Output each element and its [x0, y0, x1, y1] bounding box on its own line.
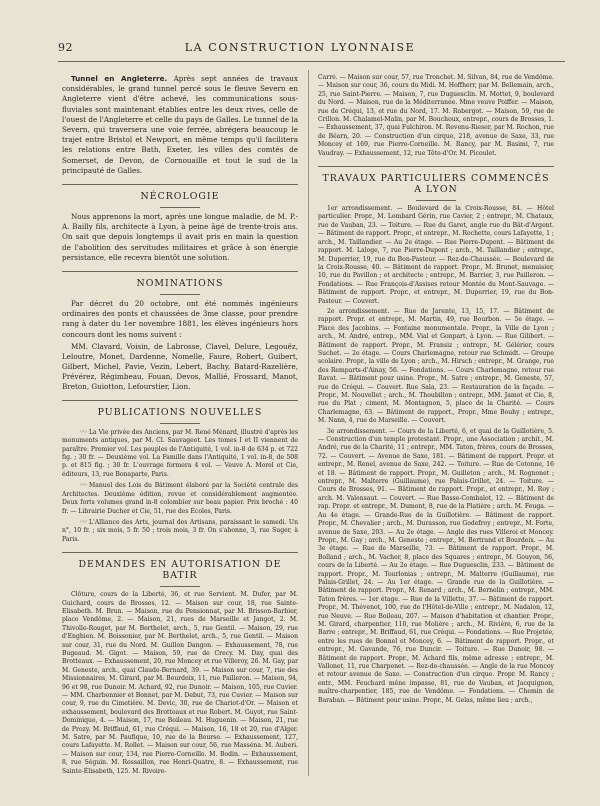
section-dash	[160, 207, 200, 208]
section-rule	[62, 400, 298, 402]
section-rule	[62, 552, 298, 554]
publications-title: PUBLICATIONS NOUVELLES	[97, 406, 263, 418]
publications-list	[62, 428, 298, 544]
section-rule	[318, 166, 554, 168]
demandes-continued: Carré. — Maison sur cour, 57, rue Tronchet. M. Silvan, 84, rue de Vendôme. — Maison sur cour, 36, cours du Midi. M. Hoffherr, par M. Bellemain, arch., 25, rue Saint-Pierre. — Maison, 7, rue Duguesclin. M. Mottet, 9, boulevard du Nord. — Maison, rue de la Méditerranée. Mme veuve Poiffer. — Maison, rue de Créqui, 13, et rue du Nord, 17. M. Robergot. — Maison, 59, rue de Crillon. M. Chalamel-Malin, par M. Bouchoux, entrepr., cours de Brosses, 1. — Exhaussement, 37, quai Fulchiron. M. Revenu-Rieser, par M. Rochon, rue de Béarn, 20. — Construction d'un cirque, 218, avenue de Saxe, 33, rue Moncey et 169, rue Pierre-Corneille. M. Rancy, par M. Basimi, 7, rue Vaudray. — Exhaussement, 12, rue Tête-d'Or. M. Picoulet.	[318, 74, 554, 157]
section-rule	[62, 271, 298, 273]
section-dash	[160, 294, 200, 295]
travaux-list	[318, 205, 554, 705]
publication-item: 〰 L'Alliance des Arts, journal des Artisans, paraissant le samedi. Un n°, 10 fr. ; six mois, 5 fr. 50 ; trois mois, 3 fr. On s'abonne, 3, rue Suger, à Paris.	[62, 517, 298, 543]
tunnel-text: Après sept années de travaux considérables, le grand tunnel percé sous le fleuve Severn en Angleterre vient d'être achevé, les communications sous-fluviales sont maintenant établies entre les deux rives, celle de l'ouest de l'Angleterre et celle du pays de Galles. Le tunnel de la Severn, qui traversera une voie ferrée, abrégera beaucoup le trajet entre Bristol et Newport, en même temps qu'il facilitera les relations entre Bath, Exeter, les villes des comtés de Somerset, de Devon, de Cornouaille et tout le sud de la principauté de Galles.	[62, 74, 298, 175]
header-rule	[58, 61, 565, 62]
nominations-names: MM. Clavard, Voisin, de Labrosse, Clavel, Delure, Legouëz, Leloutre, Monet, Dardenne, Nomelle, Faure, Robert, Guibert, Gilbert, Michel, Pavie, Vezin, Lebert, Bachy, Batard-Razelière, Prévérez, Régimbeau, Fouan, Devos, Mallié, Frossard, Manot, Breton, Guiotton, Lefourstier, Lion.	[62, 341, 298, 391]
necrologie-title: NÉCROLOGIE	[140, 191, 220, 203]
publications-heading	[62, 400, 298, 424]
wavy-ornament-icon: 〰	[80, 481, 87, 490]
page-number: 92	[58, 41, 73, 54]
travaux-paragraph: 3e arrondissement. — Cours de la Liberté, 6, et quai de la Guillotière, 5. — Construction d'un temple protestant. Propr., une Association ; archit., M. André, rue de la Charité, 11 ; entrepr., MM. Taton, frères, cours de Brosses, 72. — Couvert. — Avenue de Saxe, 181. — Bâtiment de rapport. Propr. et entrepr., M. Renel, avenue de Saxe, 242. — Toiture. — Rue de Cotonne, 16 et 18. — Bâtiment de rapport. Propr., M. Guilleton ; arch., M. Rognonet ; entrepr., M. Malterre (Guillaume), rue Palais-Grillet, 24. — Toiture. — Cours de Brosses, 91. — Bâtiment de rapport. Propr., et entrepr., M. Roy ; arch. M. Valensaut. — Couvert. — Rue Basse-Combalot, 12. — Bâtiment de rap. Propr. et entrepr., M. Dumont, 8, rue de la Platière ; arch. M. Feuga. — Au 4e étage. — Grande-Rue de la Guillotière. — Bâtiment de rapport. Propr., M. Chevalier ; arch., M. Durasson, rue Godefroy ; entrepr., M. Forte, avenue de Saxe, 203. — Au 2e étage. — Angle des rues Villeroi et Moncey. Propr., M. Gay ; arch., M. Geneste ; entrepr., M. Bertrand et Bourdeix. — Au 3e étage. — Rue de Marseille, 73. — Bâtiment de rapport. Propr., M. Bolland ; arch., M. Vacher, 8, place des Squares ; entrepr., M. Gouyon, 56, cours de la Liberté. — Au 2e étage. — Rue Duguesclin, 233. — Bâtiment de rapport. Propr., M. Tourlonias ; entrepr., M. Malterre (Guillaume), rue Palais-Grillet, 24. — Au 1er étage. — Grande rue de la Guillotière. — Bâtiment de rapport. Propr., M. Renard ; arch., M. Bernelin ; entrepr., MM. Taton frères. — 1er étage. — Rue de la Villette, 37. — Bâtiment de rapport. Propr., M. Thévenot, 100, rue de l'Hôtel-de-Ville ; entrepr., M. Nadalon, 12, rue Neuve. — Rue Boileau, 207. — Maison d'habitation et chantier. Propr., M. Girard, charpentier, 110, rue Molière ; arch., M. Rivière, 6, rue de la Barre ; entrepr., M. Briffaud, 61, rue Créqui. — Fondations. — Rue Projetée, entre les rues de Bonnel et Moncey, 6. — Bâtiment de rapport. Propr., et entrepr., M. Gavande, 76, rue Duncir. — Toiture. — Rue Dunoir, 98. — Bâtiment de rapport. Propr., M. Achard fils, même adresse ; entrepr., M. Vallonet, 11, rue Charpenet. — Rez-de-chaussée. — Angle de la rue Moncey et retour avenue de Saxe. — Construction d'un cirque. Propr. M. Rancy ; entr., MM. Feuchard mêne impasse, 81, rue de Vauban, et Jacquignon, maître-charpentier, 185, rue de Vendôme. — Fondations. — Chemin de Baraban. — Bâtiment pour usine. Propr., M. Gelas, même lieu ; arch.,	[318, 427, 554, 704]
demandes-text: Clôture, cours de la Liberté, 36, et rue Servient. M. Dufer, par M. Guichard, cours de Brosses, 12. — Maison sur cour, 18, rue Sainte-Elisabeth. M. Brun. — Maison, rue du Pensionnat, par M. Brisson-Barbier, place Vendôme, 2. — Maison, 21, rues de Marseille et Jangot, 2. M. Thivolle-Rouget, par M. Berthelet, arch., 5, rue Gentil. — Maison, 29, rue d'Enghien. M. Boissonier, par M. Berthelet, arch., 5, rue Gentil. — Maison sur cour, 31, rue du Nord. M. Guillon Dangon. — Exhaussement, 78, rue Bugeaud. M. Gigot. — Maison, 59, rue de Crecy. M. Day, quai des Brotteaux. — Exhaussement, 20, rue Moncey et rue Villeroy, 26. M. Gay, par M. Geneste, arch., quai Claude-Bernard, 39. — Maison sur cour, 7, rue des Missionnaires, M. Girard, par M. Bourdeix, 11, rue Pailleron. — Maison, 94, 96 et 98, rue Dunoir. M. Achard, 92, rue Dunoir. — Maison, 105, rue Cuvier. — MM. Charbonnier et Bonnet, par M. Debut, 73, rue Cuvier. — Maison sur cour, 9, rue du Cimetière. M. Devic, 30, rue de Chariot-d'Or. — Maison et exhaussement, boulevard des Brotteaux et rue Robert. M. Guyot, rue Saint-Dominique, 4. — Maison, 17, rue Boileau. M. Huguenin. — Maison, 21, rue de Prozy. M. Briffaud, 61, rue Créqui. — Maison, 16, 18 et 20, rue d'Alger. M. Satre, par M. Paufique, 10, rue de la Bourse. — Exhaussement, 127, cours Lafayette. M. Rollet. — Maison sur cour, 56, rue Masséna. M. Auberi. — Maison sur cour, 134, rue Pierre-Corneille. M. Bodin. — Exhaussement, 8, rue Séguin. M. Rossaillon, rue Henri-Quatre, 8. — Exhaussement, rue Sainte-Élisabeth, 125. M. Rivoire-	[62, 591, 298, 775]
section-dash	[416, 200, 456, 201]
wavy-ornament-icon: 〰	[80, 517, 87, 526]
tunnel-lead: Tunnel en Angleterre.	[71, 74, 168, 83]
publication-item: 〰 La Vie privée des Anciens, par M. René Ménard, illustré d'après les monuments antiques, par M. Cl. Sauvageot. Les tomes I et II viennent de paraître. Premier vol. Les peuples de l'Antiquité, 1 vol. in-8 de 634 p. et 722 fig. ; 30 fr. — Deuxième vol. La Famille dans l'Antiquité, 1 vol. in-8, de 508 p. et 815 fig. ; 30 fr. L'ouvrage formera 4 vol. — Veuve A. Morel et Cie, éditeurs, 13, rue Bonaparte, Paris.	[62, 427, 298, 478]
necrologie-heading	[62, 184, 298, 208]
column-divider	[308, 70, 309, 776]
wavy-ornament-icon: 〰	[80, 427, 87, 436]
left-column	[62, 74, 298, 778]
demandes-heading	[62, 552, 298, 587]
travaux-title: TRAVAUX PARTICULIERS COMMENCÉS A LYON	[322, 173, 550, 196]
nominations-heading	[62, 271, 298, 295]
travaux-paragraph: 1er arrondissement. — Boulevard de la Croix-Rousse, 84. — Hôtel particulier. Propr., M. Lombard Gérin, rue Cavier, 2 ; entrepr., M. Chataux, rue de Vauban, 23. — Toiture. — Rue du Garet, angle rue du Bât-d'Argent. — Bâtiment de rapport. Propr., et entrepr., M. Rochette, cours Lafayette, 1 ; arch., M. Taillandier. — Au 2e étage. — Rue Pierre-Dupont. — Bâtiment de rapport. M. Laloge, 7, rue Pierre-Dupont ; arch., M. Taillandier ; entrepr., M. Duperrier, 19, rue du Bon-Pasteur. — Rez-de-Chaussée. — Boulevard de la Croix-Rousse, 40. — Bâtiment de rapport. Propr., M. Brunet, menuisier, 10, rue du Pavillon ; et architecte ; entrepr., M. Barrier, 3, rue Pailleron. — Fondations. — Rue François-d'Assises retour Montée du Mont-Sauvage. — Bâtiment de rapport. Propr., et entrepr., M. Duperrier, 19, rue du Bon-Pasteur. — Couvert.	[318, 205, 554, 305]
nominations-title: NOMINATIONS	[136, 278, 224, 290]
travaux-heading	[318, 166, 554, 201]
running-title: LA CONSTRUCTION LYONNAISE	[184, 41, 416, 54]
section-dash	[160, 423, 200, 424]
nominations-text: Par décret du 20 octobre, ont été nommés ingénieurs ordinaires des ponts et chaussées de 3me classe, pour prendre rang à dater du 1er novembre 1881, les élèves ingénieurs hors concours dont les noms suivent :	[62, 299, 298, 339]
demandes-title: DEMANDES EN AUTORISATION DE BATIR	[78, 559, 282, 582]
tunnel-paragraph	[62, 74, 298, 176]
publication-item: 〰 Manuel des Lois du Bâtiment élaboré par la Société centrale des Architectes. Deuxième édition, revue et considérablement augmentée. Deux forts volumes grand in-8 colombier sur beau papier. Prix broché : 40 fr. — Librairie Ducher et Cie, 51, rue des Écoles, Paris.	[62, 481, 298, 515]
section-rule	[62, 184, 298, 186]
travaux-paragraph: 2e arrondissement. — Rue de Jarente, 13, 15, 17. — Bâtiment de rapport. Propr. et entrepr., M. Martin, 49, rue Bourbon. — 5e étage. — Place des Jacobins. — Fontaine monumentale. Propr., la Ville de Lyon ; arch., M. André, entrep., MM. Vial et Gonpart, à Lyon. — Rue Gilibert. — Bâtiment de rapport. Propr., M. Fransiz ; entrepr., M. Gélérier, cours Suchet. — 2e étage. — Cours Charlemagne, retour rue Schmidt. — Groupe scolaire. Propr., la ville de Lyon ; arch., M. Hirsch ; entrepr., M. Grange, rue des Remparts-d'Ainay, 56. — Fondations. — Cours Charlemagne, retour rue Ravat. — Bâtiment pour usine. Propr., M. Satre ; entrepr., M. Geneste, 57, rue de Créqui. — Couvert. Rue Sala, 23. — Restauration de la façade. — Propr., M. Nouvellet ; arch., M. Thoubillon ; entrepr., MM. Jamot et Cie, 8, rue du Plat ; ciment, M. Montagnon, 5, place de la Charité. — Cours Charlemagne, 63. — Bâtiment de rapport., Propr., Mme Bouhy ; entrepr., M. Nann, 4, rue de Marseille. — Couvert.	[318, 307, 554, 425]
necrologie-text: Nous apprenons la mort, après une longue maladie, de M. P.-A. Bailly fils, architecte à Lyon, à peine âgé de trente-trois ans. On sait que depuis longtemps il avait pris en main la question de l'abolition des servitudes militaires et grâce à son énergie persistance, elle recevra bientôt une solution.	[62, 212, 298, 262]
right-column	[318, 74, 554, 707]
section-dash	[160, 586, 200, 587]
